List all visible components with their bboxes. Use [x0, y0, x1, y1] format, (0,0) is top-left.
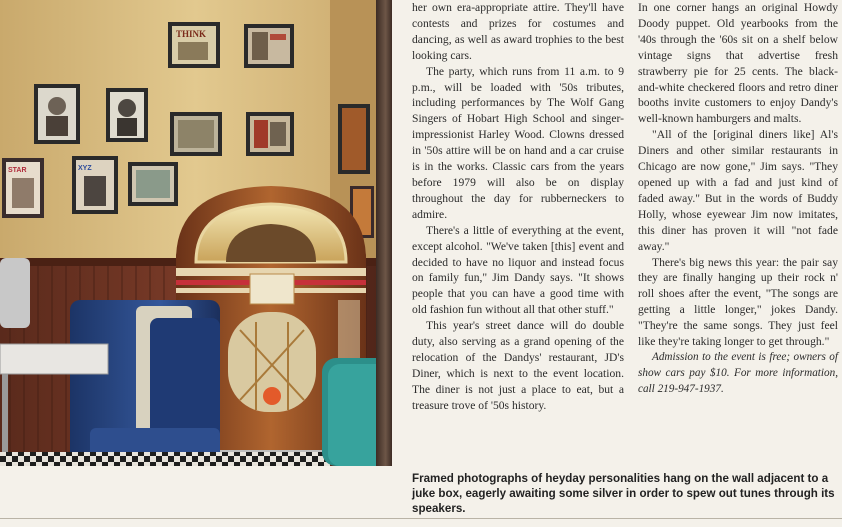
photo-caption: Framed photographs of heyday personalities hang on the wall adjacent to a juke box, eagerly awaiting some silver in order to spew out tunes through its speakers.	[412, 472, 835, 516]
article-column-2	[638, 0, 838, 398]
framed-photo	[246, 112, 294, 156]
paragraph: There's big news this year: the pair say they are finally hanging up their rock n' roll shoes after the event, "The songs are getting a little longer," jokes Dandy. "They're the same songs. They just feel like they're taking longer to get through."	[638, 255, 838, 349]
photo-divider	[376, 0, 392, 466]
page-bottom-rule	[0, 518, 842, 519]
paragraph: The party, which runs from 11 a.m. to 9 p.m., will be loaded with '50s tributes, including performances by The Wolf Gang Singers of Hobart High School and singer-impressionist Harley Wood. Clowns dressed in '50s attire will be on hand and a car cruise is in the works. Classic cars from the years before 1979 will also be on display throughout the day for rubberneckers to admire.	[412, 64, 624, 221]
paragraph: her own era-appropriate attire. They'll have contests and prizes for costumes and dancing, as well as award trophies to the best looking cars.	[412, 1, 624, 62]
poster-text: XYZ	[78, 165, 92, 172]
poster-text: STAR	[8, 167, 27, 174]
booth	[70, 300, 220, 466]
checkered-floor	[0, 452, 330, 466]
diner-photo-illustration	[0, 0, 392, 466]
event-info: Admission to the event is free; owners of show cars pay $10. For more information, call 219-947-1937.	[638, 350, 838, 395]
diner-photo	[0, 0, 392, 466]
paragraph: There's a little of everything at the event, except alcohol. "We've taken [this] event and decided to have no liquor and instead focus on family fun," Jim Dandy says. "It shows people that you can have a good time with old fashion fun without all that other stuff."	[412, 223, 624, 317]
framed-photo	[2, 158, 44, 218]
framed-photo	[72, 156, 118, 214]
framed-photo	[244, 24, 294, 68]
poster-text: THINK	[176, 29, 207, 39]
framed-photo	[34, 84, 80, 144]
framed-photo	[168, 22, 220, 68]
framed-photo	[170, 112, 222, 156]
paragraph: This year's street dance will do double duty, also serving as a grand opening of the relocation of the Dandys' restaurant, JD's Diner, which is next to the event location. The diner is not just a place to eat, but a treasure trove of '50s history.	[412, 319, 624, 412]
framed-photo	[338, 104, 370, 174]
paragraph: In one corner hangs an original Howdy Doody puppet. Old yearbooks from the '40s through the '60s sit on a shelf below vintage signs that advertise fresh strawberry pie for 25 cents. The black-and-white checkered floors and retro diner booths invite customers to enjoy Dandy's well-known hamburgers and malts.	[638, 1, 838, 126]
article-column-1	[412, 0, 624, 414]
framed-photo	[106, 88, 148, 142]
framed-photo	[128, 162, 178, 206]
paragraph: "All of the [original diners like] Al's Diners and other similar restaurants in Chicago are now gone," Jim says. "They opened up with a fad and just kind of faded away." But in the words of Buddy Holly, whose eyewear Jim now imitates, this diner has proven it will "not fade away."	[638, 128, 838, 253]
